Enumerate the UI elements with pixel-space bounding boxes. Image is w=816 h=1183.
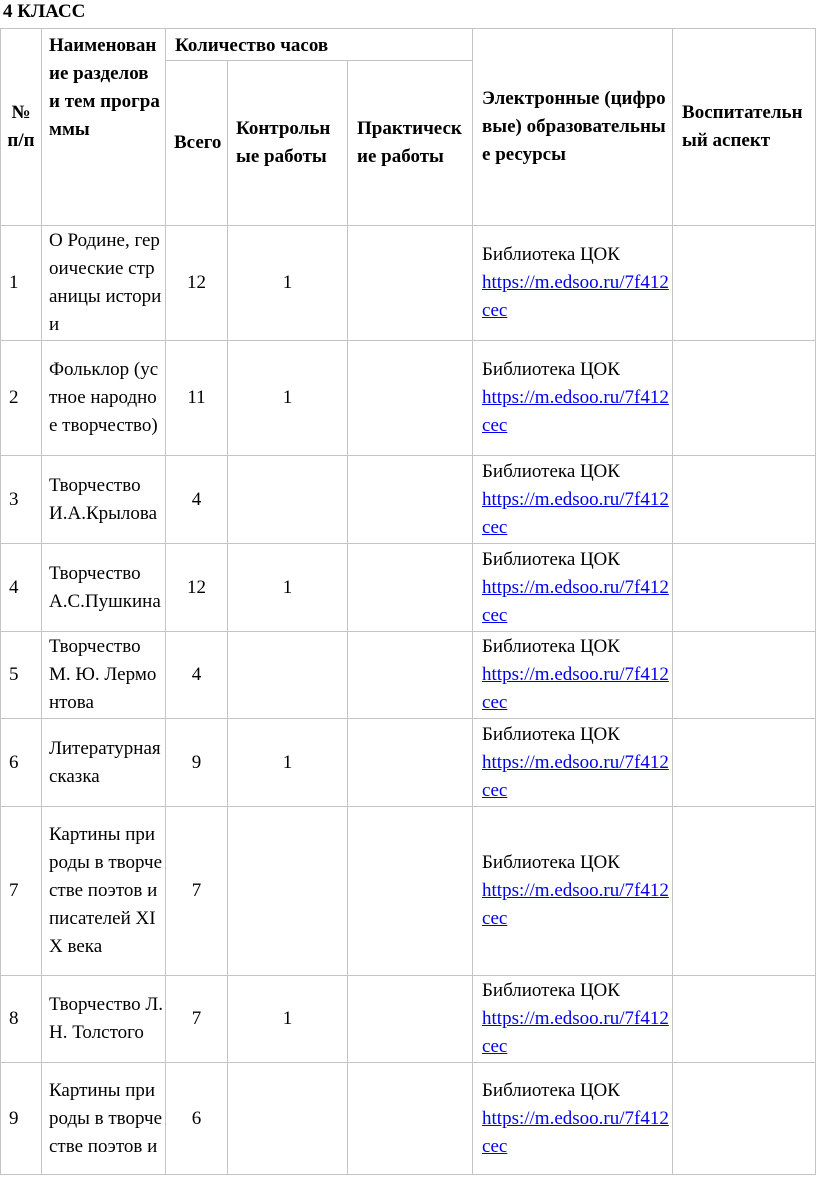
- table-row: [1, 807, 816, 976]
- table-row: [1, 544, 816, 632]
- row-section-name: Фольклор (устное народное творчество): [42, 341, 166, 456]
- row-number: 2: [1, 341, 42, 456]
- row-total-hours: 7: [166, 976, 228, 1063]
- header-control: Контрольные работы: [228, 61, 348, 226]
- row-section-name: Творчество М. Ю. Лермонтова: [42, 632, 166, 719]
- row-section-name: Картины природы в творчестве поэтов и: [42, 1063, 166, 1175]
- resource-library-label: Библиотека ЦОК: [482, 980, 620, 1001]
- resource-link[interactable]: https://m.edsoo.ru/7f412cec: [482, 880, 669, 929]
- row-upbringing: [673, 456, 816, 544]
- row-control-works: [228, 456, 348, 544]
- resource-library-label: Библиотека ЦОК: [482, 460, 620, 482]
- resource-link[interactable]: https://m.edsoo.ru/7f412cec: [482, 272, 669, 321]
- row-control-works: [228, 632, 348, 719]
- row-resources: [473, 807, 673, 976]
- table-row: [1, 632, 816, 719]
- resource-link[interactable]: https://m.edsoo.ru/7f412cec: [482, 387, 669, 436]
- row-number: 9: [1, 1063, 42, 1175]
- header-hours: Количество часов: [166, 29, 473, 61]
- row-upbringing: [673, 719, 816, 807]
- row-upbringing: [673, 807, 816, 976]
- header-total: Всего: [166, 61, 228, 226]
- row-number: 1: [1, 226, 42, 341]
- row-number: 5: [1, 632, 42, 719]
- resource-link[interactable]: https://m.edsoo.ru/7f412cec: [482, 1008, 669, 1057]
- resource-link[interactable]: https://m.edsoo.ru/7f412cec: [482, 751, 669, 801]
- row-total-hours: 12: [166, 544, 228, 632]
- row-control-works: 1: [228, 226, 348, 341]
- row-total-hours: 4: [166, 632, 228, 719]
- resource-library-label: Библиотека ЦОК: [482, 723, 620, 745]
- row-resources: [473, 719, 673, 807]
- row-resources: [473, 456, 673, 544]
- header-num: № п/п: [1, 29, 42, 226]
- row-section-name: Творчество А.С.Пушкина: [42, 544, 166, 632]
- row-number: 8: [1, 976, 42, 1063]
- row-section-name: Творчество И.А.Крылова: [42, 456, 166, 544]
- row-practical-works: [348, 456, 473, 544]
- row-resources: [473, 1063, 673, 1175]
- row-practical-works: [348, 1063, 473, 1175]
- row-section-name: Литературная сказка: [42, 719, 166, 807]
- document-title: 4 КЛАСС: [3, 1, 86, 22]
- curriculum-table: [0, 28, 816, 1175]
- header-upbringing: Воспитательный аспект: [673, 29, 816, 226]
- row-practical-works: [348, 976, 473, 1063]
- row-practical-works: [348, 719, 473, 807]
- resource-link[interactable]: https://m.edsoo.ru/7f412cec: [482, 488, 669, 538]
- table-row: [1, 456, 816, 544]
- header-resources: Электронные (цифровые) образовательные ресурсы: [473, 29, 673, 226]
- row-number: 6: [1, 719, 42, 807]
- row-upbringing: [673, 341, 816, 456]
- row-section-name: Творчество Л. Н. Толстого: [42, 976, 166, 1063]
- row-control-works: 1: [228, 544, 348, 632]
- row-total-hours: 9: [166, 719, 228, 807]
- row-control-works: 1: [228, 976, 348, 1063]
- row-section-name: Картины природы в творчестве поэтов и писателей XIX века: [42, 807, 166, 976]
- resource-link[interactable]: https://m.edsoo.ru/7f412cec: [482, 576, 669, 626]
- resource-library-label: Библиотека ЦОК: [482, 636, 620, 657]
- row-total-hours: 4: [166, 456, 228, 544]
- resource-library-label: Библиотека ЦОК: [482, 359, 620, 380]
- row-total-hours: 11: [166, 341, 228, 456]
- row-practical-works: [348, 226, 473, 341]
- row-resources: [473, 226, 673, 341]
- row-upbringing: [673, 544, 816, 632]
- row-upbringing: [673, 632, 816, 719]
- row-number: 4: [1, 544, 42, 632]
- row-upbringing: [673, 1063, 816, 1175]
- row-practical-works: [348, 807, 473, 976]
- row-upbringing: [673, 226, 816, 341]
- row-resources: [473, 544, 673, 632]
- row-section-name: О Родине, героические страницы истории: [42, 226, 166, 341]
- row-resources: [473, 341, 673, 456]
- row-number: 3: [1, 456, 42, 544]
- resource-library-label: Библиотека ЦОК: [482, 852, 620, 873]
- header-row-1: [1, 29, 816, 61]
- row-number: 7: [1, 807, 42, 976]
- header-name: Наименование разделов и тем программы: [42, 29, 166, 226]
- row-upbringing: [673, 976, 816, 1063]
- resource-library-label: Библиотека ЦОК: [482, 244, 620, 265]
- row-control-works: [228, 807, 348, 976]
- row-control-works: [228, 1063, 348, 1175]
- row-control-works: 1: [228, 341, 348, 456]
- resource-link[interactable]: https://m.edsoo.ru/7f412cec: [482, 1107, 669, 1157]
- row-practical-works: [348, 341, 473, 456]
- row-resources: [473, 976, 673, 1063]
- row-practical-works: [348, 632, 473, 719]
- row-total-hours: 12: [166, 226, 228, 341]
- row-resources: [473, 632, 673, 719]
- row-total-hours: 7: [166, 807, 228, 976]
- row-control-works: 1: [228, 719, 348, 807]
- resource-library-label: Библиотека ЦОК: [482, 548, 620, 570]
- resource-library-label: Библиотека ЦОК: [482, 1079, 620, 1101]
- table-row: [1, 226, 816, 341]
- row-practical-works: [348, 544, 473, 632]
- resource-link[interactable]: https://m.edsoo.ru/7f412cec: [482, 664, 669, 713]
- table-row: [1, 341, 816, 456]
- row-total-hours: 6: [166, 1063, 228, 1175]
- table-row: [1, 976, 816, 1063]
- table-row: [1, 1063, 816, 1175]
- table-row: [1, 719, 816, 807]
- header-practice: Практические работы: [348, 61, 473, 226]
